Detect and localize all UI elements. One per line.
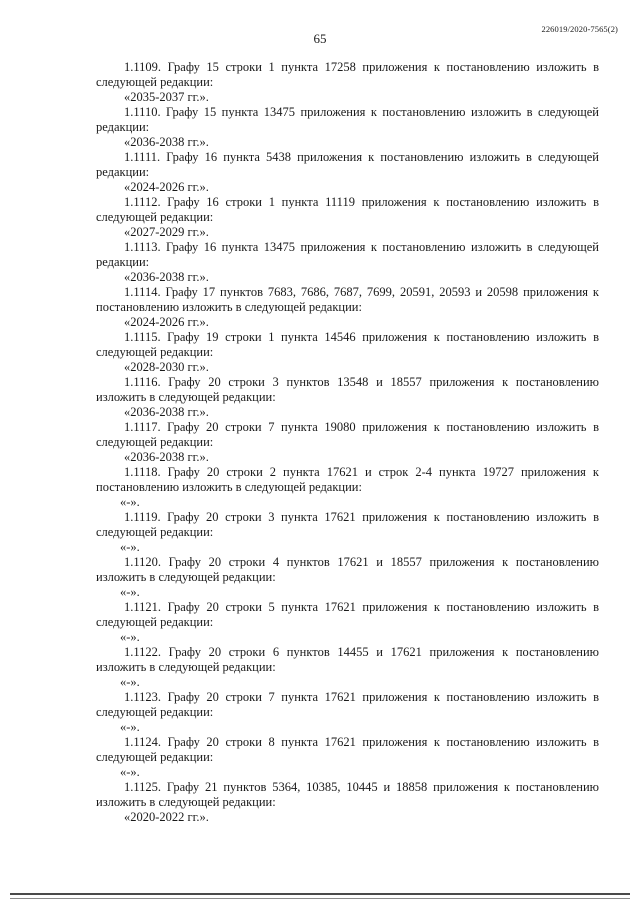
clause-text: 1.1123. Графу 20 строки 7 пункта 17621 приложения к постановлению изложить в следующей редакции:: [96, 690, 599, 719]
clause-text: 1.1113. Графу 16 пункта 13475 приложения к постановлению изложить в следующей редакции:: [96, 240, 599, 269]
clause-1114: [96, 285, 599, 330]
clause-text: 1.1110. Графу 15 пункта 13475 приложения к постановлению изложить в следующей редакции:: [96, 105, 599, 134]
footer-rule: [10, 893, 630, 895]
document-code: 226019/2020-7565(2): [541, 24, 618, 34]
clause-1125: [96, 780, 599, 825]
clause-1121: [96, 600, 599, 645]
clause-text: 1.1119. Графу 20 строки 3 пункта 17621 приложения к постановлению изложить в следующей редакции:: [96, 510, 599, 539]
clause-value: «2036-2038 гг.».: [124, 450, 209, 464]
clause-text: 1.1120. Графу 20 строки 4 пунктов 17621 и 18557 приложения к постановлению изложить в следующей редакции:: [96, 555, 599, 584]
clause-value: «2024-2026 гг.».: [124, 180, 209, 194]
clause-1116: [96, 375, 599, 420]
clause-value: «-».: [120, 630, 140, 644]
clause-value: «2027-2029 гг.».: [124, 225, 209, 239]
clause-1113: [96, 240, 599, 285]
clause-value: «-».: [120, 720, 140, 734]
clause-1115: [96, 330, 599, 375]
clause-value: «-».: [120, 585, 140, 599]
clause-1124: [96, 735, 599, 780]
clause-value: «-».: [120, 495, 140, 509]
clause-value: «2028-2030 гг.».: [124, 360, 209, 374]
clause-1122: [96, 645, 599, 690]
clause-value: «2036-2038 гг.».: [124, 270, 209, 284]
clause-value: «-».: [120, 675, 140, 689]
clause-1120: [96, 555, 599, 600]
clause-value: «2020-2022 гг.».: [124, 810, 209, 824]
clause-text: 1.1116. Графу 20 строки 3 пунктов 13548 и 18557 приложения к постановлению изложить в следующей редакции:: [96, 375, 599, 404]
clause-1118: [96, 465, 599, 510]
clause-value: «2024-2026 гг.».: [124, 315, 209, 329]
clause-text: 1.1122. Графу 20 строки 6 пунктов 14455 и 17621 приложения к постановлению изложить в следующей редакции:: [96, 645, 599, 674]
clause-1111: [96, 150, 599, 195]
clause-text: 1.1115. Графу 19 строки 1 пункта 14546 приложения к постановлению изложить в следующей редакции:: [96, 330, 599, 359]
clause-value: «-».: [120, 540, 140, 554]
clause-1119: [96, 510, 599, 555]
clause-value: «2035-2037 гг.».: [124, 90, 209, 104]
clause-text: 1.1109. Графу 15 строки 1 пункта 17258 приложения к постановлению изложить в следующей редакции:: [96, 60, 599, 89]
page-number: 65: [313, 31, 327, 46]
clause-value: «2036-2038 гг.».: [124, 405, 209, 419]
clause-text: 1.1124. Графу 20 строки 8 пункта 17621 приложения к постановлению изложить в следующей редакции:: [96, 735, 599, 764]
clause-text: 1.1118. Графу 20 строки 2 пункта 17621 и строк 2-4 пункта 19727 приложения к постановлению изложить в следующей редакции:: [96, 465, 599, 494]
clause-value: «-».: [120, 765, 140, 779]
document-body: [96, 60, 599, 825]
clause-1110: [96, 105, 599, 150]
clause-1123: [96, 690, 599, 735]
clause-text: 1.1117. Графу 20 строки 7 пункта 19080 приложения к постановлению изложить в следующей редакции:: [96, 420, 599, 449]
clause-text: 1.1121. Графу 20 строки 5 пункта 17621 приложения к постановлению изложить в следующей редакции:: [96, 600, 599, 629]
clause-1112: [96, 195, 599, 240]
footer-rule-thin: [10, 898, 630, 899]
clause-text: 1.1112. Графу 16 строки 1 пункта 11119 приложения к постановлению изложить в следующей редакции:: [96, 195, 599, 224]
clause-text: 1.1111. Графу 16 пункта 5438 приложения к постановлению изложить в следующей редакции:: [96, 150, 599, 179]
clause-value: «2036-2038 гг.».: [124, 135, 209, 149]
clause-1109: [96, 60, 599, 105]
clause-1117: [96, 420, 599, 465]
clause-text: 1.1125. Графу 21 пунктов 5364, 10385, 10445 и 18858 приложения к постановлению изложить в следующей редакции:: [96, 780, 599, 809]
clause-text: 1.1114. Графу 17 пунктов 7683, 7686, 7687, 7699, 20591, 20593 и 20598 приложения к постановлению изложить в следующей редакции:: [96, 285, 599, 314]
